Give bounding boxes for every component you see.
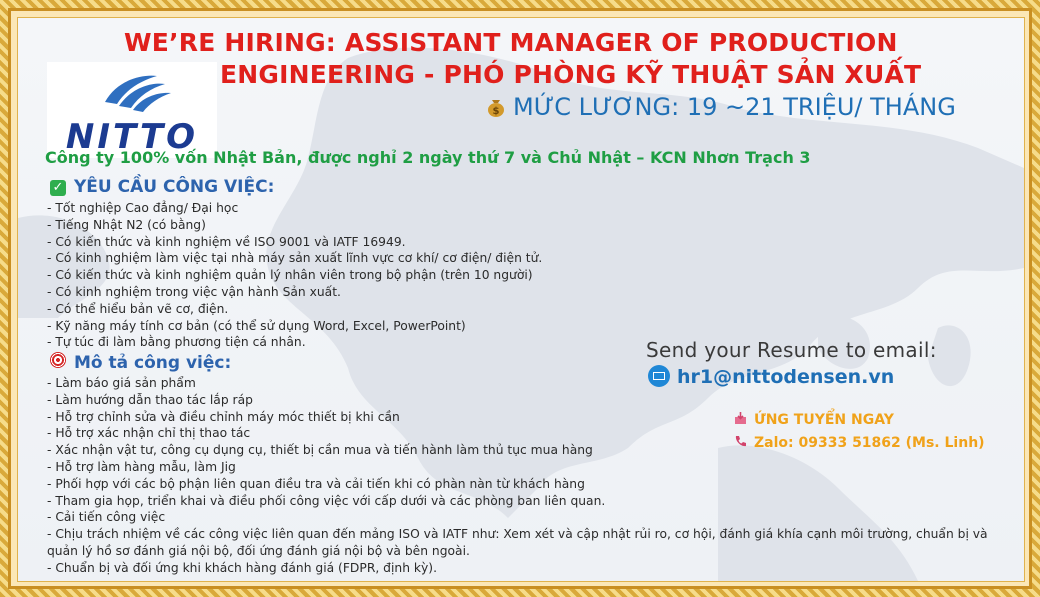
checkmark-icon: ✓ xyxy=(50,180,66,196)
target-icon xyxy=(50,352,66,368)
list-item: - Có kinh nghiệm trong việc vận hành Sản xuất. xyxy=(47,284,341,299)
list-item: - Chuẩn bị và đối ứng khi khách hàng đánh giá (FDPR, định kỳ). xyxy=(47,560,437,575)
send-resume-text: Send your Resume to email: xyxy=(646,338,937,362)
list-item: - Hỗ trợ làm hàng mẫu, làm Jig xyxy=(47,459,236,474)
money-bag-icon xyxy=(485,96,507,118)
zalo-contact[interactable]: Zalo: 09333 51862 (Ms. Linh) xyxy=(734,435,985,451)
envelope-icon xyxy=(648,365,670,387)
list-item: - Cải tiến công việc xyxy=(47,510,166,525)
svg-text:NITTO: NITTO xyxy=(65,117,199,157)
requirements-heading: ✓ YÊU CẦU CÔNG VIỆC: xyxy=(50,177,274,197)
job-title-line-1: WE’RE HIRING: ASSISTANT MANAGER OF PRODUCTION xyxy=(124,28,898,57)
list-item: - Hỗ trợ chỉnh sửa và điều chỉnh máy móc thiết bị khi cần xyxy=(47,409,400,424)
list-item: - Có kiến thức và kinh nghiệm quản lý nhân viên trong bộ phận (trên 10 người) xyxy=(47,268,533,283)
list-item: - Có thể hiểu bản vẽ cơ, điện. xyxy=(47,301,229,316)
email-contact[interactable] xyxy=(648,365,894,388)
description-heading: Mô tả công việc: xyxy=(50,352,231,373)
list-item: - Hỗ trợ xác nhận chỉ thị thao tác xyxy=(47,426,251,441)
list-item: - Làm hướng dẫn thao tác lắp ráp xyxy=(47,392,253,407)
salary-line xyxy=(485,93,956,121)
company-description: Công ty 100% vốn Nhật Bản, được nghỉ 2 ngày thứ 7 và Chủ Nhật – KCN Nhơn Trạch 3 xyxy=(45,148,811,167)
list-item: - Kỹ năng máy tính cơ bản (có thể sử dụng Word, Excel, PowerPoint) xyxy=(47,318,466,333)
requirements-list xyxy=(47,200,542,351)
list-item: - Tốt nghiệp Cao đẳng/ Đại học xyxy=(47,201,239,215)
list-item: - Tiếng Nhật N2 (có bằng) xyxy=(47,217,206,232)
list-item: - Xác nhận vật tư, công cụ dụng cụ, thiết bị cần mua và tiến hành làm thủ tục mua hàng xyxy=(47,443,593,458)
email-address[interactable]: hr1@nittodensen.vn xyxy=(677,366,895,388)
list-item: - Tự túc đi làm bằng phương tiện cá nhân. xyxy=(47,335,306,350)
description-list xyxy=(47,375,1002,577)
salary-text: MỨC LƯƠNG: 19 ~21 TRIỆU/ THÁNG xyxy=(513,93,956,121)
nitto-logo xyxy=(47,62,217,158)
job-title-line-2: ENGINEERING - PHÓ PHÒNG KỸ THUẬT SẢN XUẤT xyxy=(220,60,922,89)
inbox-icon xyxy=(734,412,747,425)
list-item: - Chịu trách nhiệm về các công việc liên quan đến mảng ISO và IATF như: Xem xét và cập nhật rủi ro, cơ hội, đánh giá khía cạnh môi trường, chuẩn bị và quản lý hồ sơ đánh giá nội bộ, đối ứng đánh giá nội bộ và bên ngoài. xyxy=(47,527,988,558)
list-item: - Phối hợp với các bộ phận liên quan điều tra và cải tiến khi có phàn nàn từ khách hàng xyxy=(47,476,585,491)
svg-text:$: $ xyxy=(492,106,500,117)
phone-icon xyxy=(734,435,747,448)
list-item: - Tham gia họp, triển khai và điều phối công việc với cấp dưới và các phòng ban liên quan. xyxy=(47,493,606,508)
poster-canvas xyxy=(17,17,1025,582)
apply-now[interactable]: ỨNG TUYỂN NGAY xyxy=(734,412,894,428)
list-item: - Có kinh nghiệm làm việc tại nhà máy sản xuất lĩnh vực cơ khí/ cơ điện/ điện tử. xyxy=(47,251,543,266)
list-item: - Có kiến thức và kinh nghiệm về ISO 9001 và IATF 16949. xyxy=(47,234,406,249)
list-item: - Làm báo giá sản phẩm xyxy=(47,376,196,390)
